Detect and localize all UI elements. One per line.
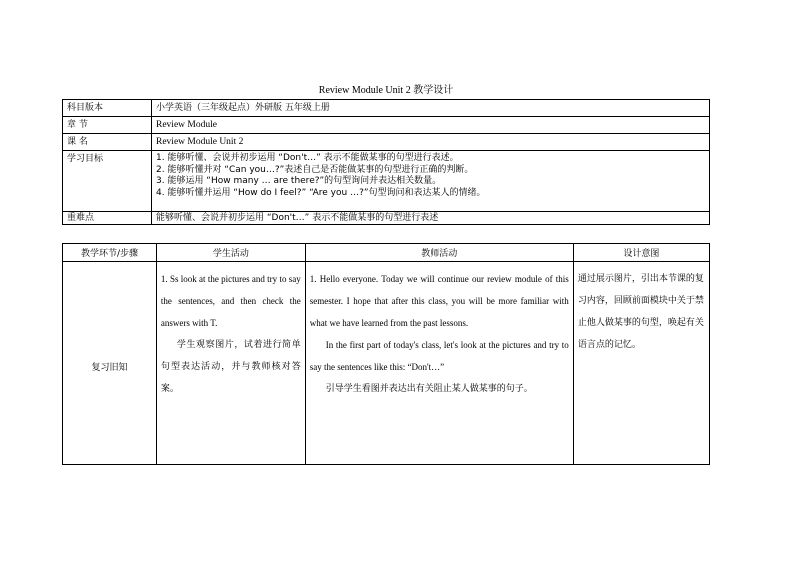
goals-label: 学习目标 — [63, 151, 152, 212]
subject-label: 科目版本 — [63, 100, 152, 117]
key-points-value: 能够听懂、会说并初步运用 “Don't…” 表示不能做某事的句型进行表述 — [152, 212, 710, 225]
teacher-activity-p2: In the first part of today's class, let's look at the pictures and try to say the sentences like this: “Don't…” — [309, 340, 569, 372]
teacher-activity-p3: 引导学生看图并表达出有关阻止某人做某事的句子。 — [325, 384, 533, 394]
info-table — [62, 99, 710, 225]
student-activity-zh: 学生观察图片，试着进行简单句型表达活动，并与教师核对答案。 — [160, 340, 301, 394]
info-row-subject — [63, 100, 710, 117]
design-intent-text: 通过展示图片，引出本节课的复习内容，回顾前面模块中关于禁止他人做某事的句型，唤起有关语言点的记忆。 — [577, 274, 704, 350]
table-row — [63, 262, 710, 465]
teacher-activity-cell — [305, 262, 573, 465]
header-student-activity: 学生活动 — [156, 244, 305, 262]
lesson-value: Review Module Unit 2 — [152, 134, 710, 151]
subject-value: 小学英语（三年级起点）外研版 五年级上册 — [152, 100, 710, 117]
design-intent-cell — [573, 262, 709, 465]
goal-item: 3. 能够运用 “How many … are there?”的句型询问并表达相关数量。 — [156, 176, 442, 186]
document-title: Review Module Unit 2 教学设计 — [318, 85, 454, 96]
key-points-label: 重难点 — [63, 212, 152, 225]
info-row-lesson — [63, 134, 710, 151]
goal-item: 2. 能够听懂并对 “Can you…?”表述自己是否能做某事的句型进行正确的判断。 — [156, 164, 474, 175]
info-row-goals — [63, 151, 710, 212]
student-activity-en: 1. Ss look at the pictures and try to say the sentences, and then check the answers with T. — [160, 274, 301, 328]
info-row-key-points — [63, 212, 710, 225]
stage-cell: 复习旧知 — [63, 262, 157, 465]
goal-item: 4. 能够听懂并运用 “How do I feel?” “Are you …?”句型询问和表达某人的情绪。 — [156, 187, 486, 198]
header-teacher-activity: 教师活动 — [305, 244, 573, 262]
header-stage: 教学环节/步骤 — [63, 244, 157, 262]
table-header-row — [63, 244, 710, 262]
teacher-activity-p1: 1. Hello everyone. Today we will continue our review module of this semester. I hope that after this class, you will be more familiar with what we have learned from the past lessons. — [309, 274, 569, 328]
goal-item: 1. 能够听懂、会说并初步运用 “Don't…” 表示不能做某事的句型进行表述。 — [156, 153, 459, 163]
lesson-label: 课 名 — [63, 134, 152, 151]
header-design-intent: 设计意图 — [573, 244, 709, 262]
lesson-plan-table — [62, 243, 710, 465]
info-row-chapter — [63, 117, 710, 134]
student-activity-cell — [156, 262, 305, 465]
chapter-label: 章 节 — [63, 117, 152, 134]
chapter-value: Review Module — [152, 117, 710, 134]
goals-list — [152, 151, 710, 212]
